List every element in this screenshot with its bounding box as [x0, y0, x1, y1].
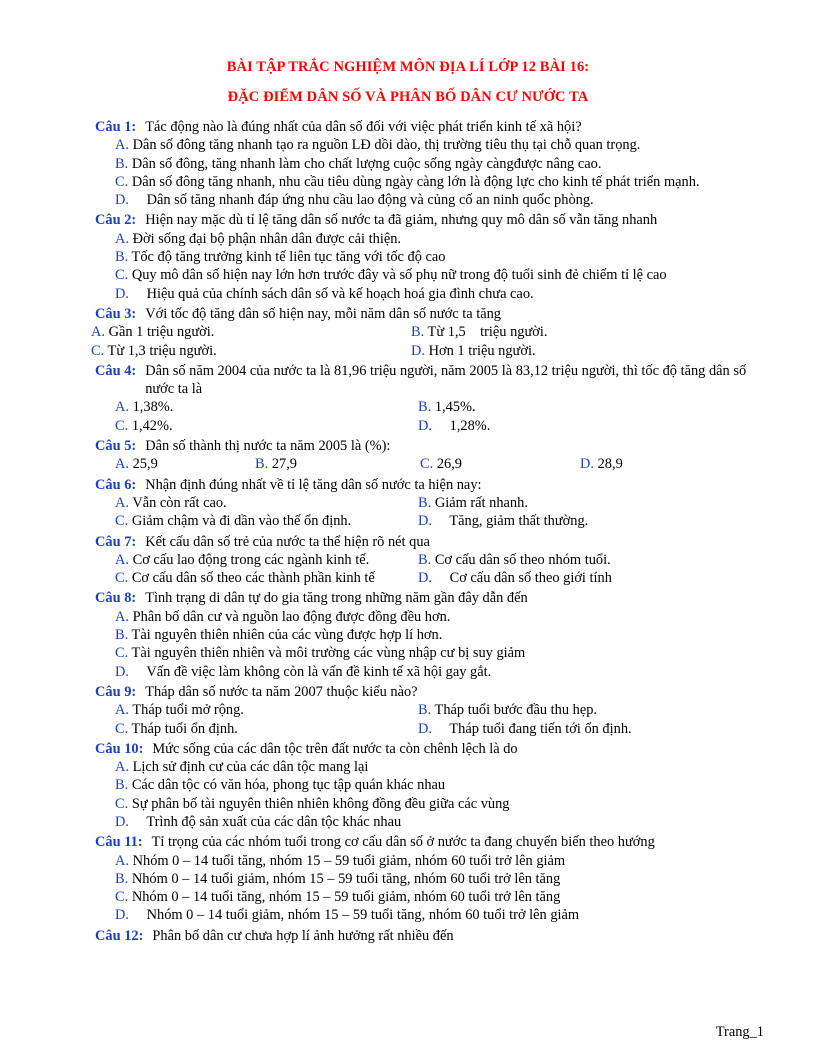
- answer-option: [95, 795, 775, 813]
- answer-letter: D.: [115, 285, 129, 302]
- answer-option: [418, 512, 588, 530]
- answer-option: [95, 136, 775, 154]
- answer-letter: B.: [418, 399, 432, 416]
- answer-option: [418, 551, 611, 569]
- question-text: Nhận định đúng nhất về tỉ lệ tăng dân số nước ta hiện nay:: [145, 476, 482, 493]
- answer-letter: D.: [411, 342, 425, 359]
- answer-letter: A.: [115, 456, 129, 473]
- answer-letter: D.: [418, 720, 432, 737]
- answer-letter: D.: [418, 570, 432, 587]
- answer-text: Tháp tuổi mở rộng.: [132, 702, 244, 719]
- answer-text: Tăng, giảm thất thường.: [449, 513, 589, 530]
- question: [95, 740, 775, 831]
- answer-text: Cơ cấu dân số theo các thành phần kinh tế: [131, 570, 375, 587]
- answer-letter: A.: [115, 852, 129, 869]
- answer-option: [95, 906, 775, 924]
- answer-letter: C.: [420, 456, 434, 473]
- answer-letter: A.: [115, 230, 129, 247]
- answer-letter: C.: [91, 342, 105, 359]
- answer-text: 1,42%.: [131, 417, 173, 434]
- answer-letter: A.: [115, 759, 129, 776]
- answer-letter: A.: [115, 137, 129, 154]
- question-number: Câu 2:: [95, 212, 137, 229]
- answer-letter: C.: [115, 570, 129, 587]
- answer-letter: A.: [115, 551, 129, 568]
- question-text: Dân số năm 2004 của nước ta là 81,96 triệu người, năm 2005 là 83,12 triệu người, thì tốc độ tăng dân số nước ta là: [145, 362, 747, 398]
- question-text: Hiện nay mặc dù tỉ lệ tăng dân số nước ta đã giảm, nhưng quy mô dân số vẫn tăng nhanh: [145, 212, 658, 229]
- answer-text: Nhóm 0 – 14 tuổi giảm, nhóm 15 – 59 tuổi tăng, nhóm 60 tuổi trở lên tăng: [131, 870, 561, 887]
- answer-row: [95, 417, 775, 435]
- question-text: Tình trạng di dân tự do gia tăng trong những năm gần đây dẫn đến: [145, 590, 528, 607]
- question-number: Câu 12:: [95, 927, 144, 944]
- answer-option: [95, 758, 775, 776]
- answer-option: [95, 155, 775, 173]
- answer-text: Tài nguyên thiên nhiên và môi trường các vùng nhập cư bị suy giảm: [131, 645, 526, 662]
- question: [95, 211, 775, 302]
- answer-letter: B.: [115, 627, 129, 644]
- answer-row: [95, 455, 775, 473]
- page-title-line-1: BÀI TẬP TRẮC NGHIỆM MÔN ĐỊA LÍ LỚP 12 BÀI 16:: [226, 59, 590, 75]
- question-text: Tác động nào là đúng nhất của dân số đối với việc phát triển kinh tế xã hội?: [145, 119, 582, 135]
- question-stem: [95, 833, 775, 851]
- question-text: Tháp dân số nước ta năm 2007 thuộc kiểu nào?: [145, 683, 418, 700]
- answer-option: [411, 342, 536, 360]
- answer-letter: D.: [418, 513, 432, 530]
- answer-text: Giảm chậm và đi dần vào thế ổn định.: [131, 513, 352, 530]
- answer-letter: C.: [115, 513, 129, 530]
- answer-option: [95, 644, 775, 662]
- answer-letter: B.: [115, 249, 129, 266]
- answer-option: [255, 455, 297, 473]
- answer-row: [95, 398, 775, 416]
- answer-text: Sự phân bố tài nguyên thiên nhiên không đồng đều giữa các vùng: [131, 795, 510, 812]
- answer-option: [95, 870, 775, 888]
- question-number: Câu 5:: [95, 438, 137, 455]
- page-number: Trang_1: [715, 1024, 764, 1040]
- answer-option: [420, 455, 462, 473]
- question-number: Câu 4:: [95, 362, 137, 379]
- answer-text: Gần 1 triệu người.: [108, 324, 215, 341]
- answer-option: [95, 230, 775, 248]
- answer-text: Giảm rất nhanh.: [434, 494, 528, 511]
- answer-text: Từ 1,3 triệu người.: [107, 342, 217, 359]
- question-text: Tỉ trọng của các nhóm tuổi trong cơ cấu dân số ở nước ta đang chuyển biến theo hướng: [151, 834, 655, 851]
- answer-row: [95, 569, 775, 587]
- question-stem: [95, 211, 775, 229]
- question: [95, 589, 775, 680]
- question: [95, 437, 775, 474]
- answer-letter: B.: [115, 155, 129, 172]
- answer-text: Dân số đông tăng nhanh tạo ra nguồn LĐ dồi dào, thị trường tiêu thụ tại chỗ quan trọng.: [132, 137, 641, 154]
- answer-option: [95, 191, 775, 209]
- answer-option: [115, 512, 351, 530]
- answer-option: [95, 626, 775, 644]
- answer-text: 26,9: [436, 456, 462, 473]
- answer-letter: C.: [115, 267, 129, 284]
- question-number: Câu 11:: [95, 834, 143, 851]
- answer-text: Hiệu quả của chính sách dân số và kế hoạch hoá gia đình chưa cao.: [146, 285, 534, 302]
- answer-option: [418, 494, 528, 512]
- answer-option: [95, 776, 775, 794]
- question-number: Câu 7:: [95, 533, 137, 550]
- answer-letter: A.: [115, 494, 129, 511]
- answer-row: [95, 701, 775, 719]
- question: [95, 683, 775, 738]
- answer-text: 25,9: [132, 456, 158, 473]
- answer-text: Tốc độ tăng trưởng kinh tế liên tục tăng với tốc độ cao: [131, 249, 446, 266]
- answer-text: Nhóm 0 – 14 tuổi tăng, nhóm 15 – 59 tuổi giảm, nhóm 60 tuổi trở lên tăng: [131, 889, 561, 906]
- answer-text: Dân số đông tăng nhanh, nhu cầu tiêu dùng ngày càng lớn là động lực cho kinh tế phát triển mạnh.: [131, 173, 700, 190]
- answer-letter: A.: [91, 324, 105, 341]
- answer-text: Tài nguyên thiên nhiên của các vùng được hợp lí hơn.: [131, 627, 443, 644]
- answer-option: [115, 551, 369, 569]
- question-list: [91, 116, 775, 945]
- answer-letter: A.: [115, 608, 129, 625]
- question: [95, 833, 775, 924]
- answer-text: 1,38%.: [132, 399, 174, 416]
- answer-text: 27,9: [271, 456, 297, 473]
- answer-text: Phân bố dân cư và nguồn lao động được đồng đều hơn.: [132, 608, 451, 625]
- question: [95, 118, 775, 209]
- answer-letter: C.: [115, 889, 129, 906]
- answer-letter: B.: [418, 494, 432, 511]
- question-stem: [95, 476, 775, 494]
- answer-text: 1,28%.: [449, 417, 491, 434]
- answer-text: Cơ cấu dân số theo nhóm tuổi.: [434, 551, 611, 568]
- answer-letter: C.: [115, 645, 129, 662]
- answer-text: Trình độ sản xuất của các dân tộc khác nhau: [146, 813, 402, 830]
- answer-letter: A.: [115, 702, 129, 719]
- question-stem: [95, 305, 775, 323]
- question-stem: [95, 683, 775, 701]
- question-number: Câu 10:: [95, 740, 144, 757]
- answer-option: [418, 569, 612, 587]
- answer-text: Dân số đông, tăng nhanh làm cho chất lượng cuộc sống ngày càngđược nâng cao.: [131, 155, 602, 172]
- answer-option: [115, 417, 173, 435]
- question-number: Câu 8:: [95, 590, 137, 607]
- answer-letter: C.: [115, 720, 129, 737]
- answer-option: [95, 173, 775, 191]
- answer-option: [418, 398, 476, 416]
- answer-letter: B.: [411, 324, 425, 341]
- question-text: Kết cấu dân số trẻ của nước ta thể hiện rõ nét qua: [145, 533, 430, 550]
- answer-option: [115, 720, 238, 738]
- answer-option: [418, 720, 632, 738]
- answer-letter: B.: [418, 551, 432, 568]
- answer-letter: A.: [115, 399, 129, 416]
- answer-text: Cơ cấu dân số theo giới tính: [449, 570, 612, 587]
- answer-text: Cơ cấu lao động trong các ngành kinh tế.: [132, 551, 370, 568]
- answer-letter: C.: [115, 417, 129, 434]
- answer-letter: D.: [115, 907, 129, 924]
- answer-text: Tháp tuổi ổn định.: [131, 720, 238, 737]
- answer-text: Các dân tộc có văn hóa, phong tục tập quán khác nhau: [131, 777, 446, 794]
- question-stem: [95, 437, 775, 455]
- question: [91, 305, 775, 360]
- question-text: Dân số thành thị nước ta năm 2005 là (%):: [145, 438, 391, 455]
- question-number: Câu 9:: [95, 683, 137, 700]
- answer-row: [93, 342, 775, 360]
- answer-text: Từ 1,5 triệu người.: [427, 324, 548, 341]
- question-stem: [95, 362, 775, 399]
- answer-option: [580, 455, 623, 473]
- answer-letter: D.: [115, 192, 129, 209]
- answer-option: [95, 663, 775, 681]
- answer-letter: C.: [115, 173, 129, 190]
- answer-letter: D.: [418, 417, 432, 434]
- answer-option: [95, 248, 775, 266]
- question-stem: [95, 589, 775, 607]
- answer-option: [95, 285, 775, 303]
- answer-letter: D.: [580, 456, 594, 473]
- answer-option: [115, 569, 375, 587]
- answer-letter: D.: [115, 663, 129, 680]
- question: [95, 533, 775, 588]
- answer-option: [115, 398, 173, 416]
- answer-text: Tháp tuổi đang tiến tới ổn định.: [449, 720, 632, 737]
- answer-text: Dân số tăng nhanh đáp ứng nhu cầu lao động và củng cố an ninh quốc phòng.: [146, 192, 594, 209]
- question-stem: [95, 927, 775, 945]
- answer-option: [91, 342, 217, 360]
- answer-letter: B.: [418, 702, 432, 719]
- question: [95, 362, 775, 435]
- answer-text: Quy mô dân số hiện nay lớn hơn trước đây và số phụ nữ trong độ tuổi sinh đẻ chiếm tỉ lệ cao: [131, 267, 667, 284]
- answer-option: [95, 266, 775, 284]
- question-stem: [95, 118, 775, 136]
- answer-text: 28,9: [597, 456, 623, 473]
- question-number: Câu 6:: [95, 476, 137, 493]
- answer-option: [115, 455, 158, 473]
- answer-letter: C.: [115, 795, 129, 812]
- answer-row: [95, 551, 775, 569]
- answer-text: 1,45%.: [434, 399, 476, 416]
- answer-row: [95, 720, 775, 738]
- page-title-line-2: ĐẶC ĐIỂM DÂN SỐ VÀ PHÂN BỐ DÂN CƯ NƯỚC TA: [227, 89, 589, 105]
- answer-option: [95, 852, 775, 870]
- answer-text: Vấn đề việc làm không còn là vấn đề kinh tế xã hội gay gắt.: [146, 663, 492, 680]
- answer-row: [95, 512, 775, 530]
- answer-letter: B.: [255, 456, 269, 473]
- answer-option: [91, 323, 214, 341]
- answer-text: Đời sống đại bộ phận nhân dân được cải thiện.: [132, 230, 402, 247]
- answer-option: [115, 701, 244, 719]
- answer-text: Tháp tuổi bước đầu thu hẹp.: [434, 702, 598, 719]
- question-number: Câu 3:: [95, 305, 137, 322]
- answer-text: Nhóm 0 – 14 tuổi tăng, nhóm 15 – 59 tuổi giảm, nhóm 60 tuổi trở lên giảm: [132, 852, 566, 869]
- question-stem: [95, 740, 775, 758]
- answer-row: [93, 323, 775, 341]
- answer-option: [418, 417, 490, 435]
- answer-option: [95, 888, 775, 906]
- answer-text: Nhóm 0 – 14 tuổi giảm, nhóm 15 – 59 tuổi tăng, nhóm 60 tuổi trở lên giảm: [146, 907, 580, 924]
- question-text: Mức sống của các dân tộc trên đất nước ta còn chênh lệch là do: [152, 740, 518, 757]
- answer-letter: D.: [115, 813, 129, 830]
- answer-letter: B.: [115, 777, 129, 794]
- question-text: Với tốc độ tăng dân số hiện nay, mỗi năm dân số nước ta tăng: [145, 305, 501, 322]
- answer-text: Lịch sử định cư của các dân tộc mang lại: [132, 759, 369, 776]
- answer-text: Vẫn còn rất cao.: [132, 494, 227, 511]
- question-number: Câu 1:: [95, 119, 137, 135]
- question: [95, 927, 775, 945]
- answer-option: [115, 494, 227, 512]
- answer-row: [95, 494, 775, 512]
- answer-option: [95, 813, 775, 831]
- answer-text: Hơn 1 triệu người.: [428, 342, 536, 359]
- question-text: Phân bố dân cư chưa hợp lí ảnh hưởng rất nhiều đến: [152, 927, 454, 944]
- answer-option: [411, 323, 547, 341]
- answer-option: [418, 701, 597, 719]
- answer-option: [95, 608, 775, 626]
- answer-letter: B.: [115, 870, 129, 887]
- question-stem: [95, 533, 775, 551]
- question: [95, 476, 775, 531]
